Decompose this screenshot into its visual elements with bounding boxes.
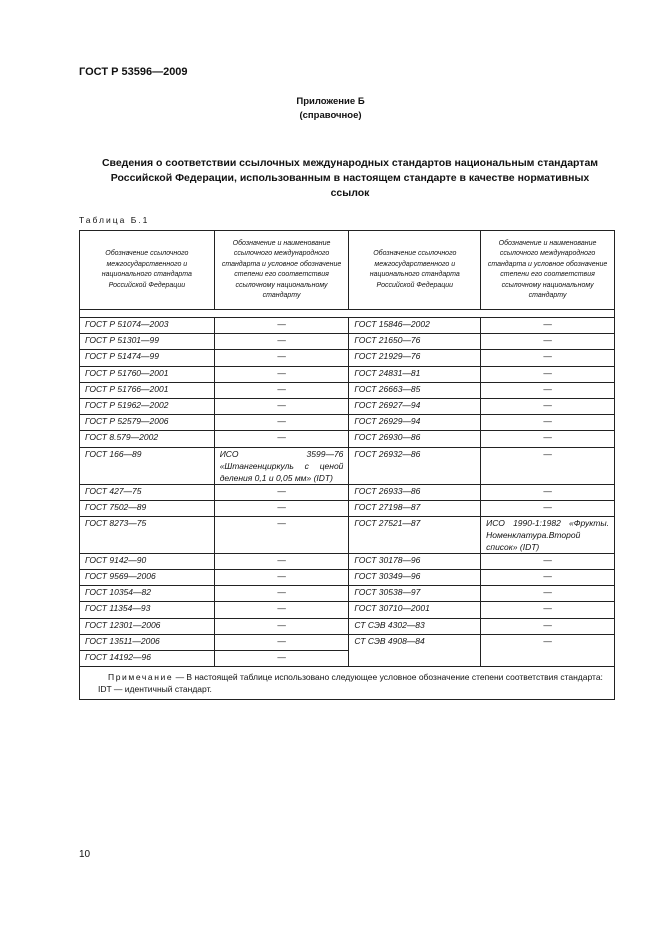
cell-international-standard: — xyxy=(214,516,349,553)
cell-national-standard: ГОСТ 30349—96 xyxy=(349,570,481,586)
cell-national-standard: СТ СЭВ 4302—83 xyxy=(349,618,481,634)
table-row xyxy=(80,602,615,618)
cell-international-standard: — xyxy=(481,618,615,634)
table-row xyxy=(80,516,615,553)
cell-international-standard: — xyxy=(481,366,615,382)
table-row xyxy=(80,586,615,602)
annex-heading xyxy=(0,95,661,123)
cell-international-standard: — xyxy=(481,415,615,431)
cell-national-standard: ГОСТ 26930—86 xyxy=(349,431,481,447)
note-idt: IDT — идентичный стандарт. xyxy=(98,684,212,695)
cell-international-standard: — xyxy=(214,431,349,447)
cell-international-standard: — xyxy=(214,602,349,618)
cell-national-standard: ГОСТ 15846—2002 xyxy=(349,318,481,334)
cell-national-standard: ГОСТ 10354—82 xyxy=(80,586,215,602)
cell-national-standard: ГОСТ 21929—76 xyxy=(349,350,481,366)
cell-national-standard: ГОСТ 166—89 xyxy=(80,447,215,484)
cell-international-standard: — xyxy=(214,334,349,350)
cell-international-standard: — xyxy=(214,618,349,634)
header-international-standard-1: Обозначение и наименование ссылочного международного стандарта и условное обозначение степени его соответствия ссылочному национальному стандарту xyxy=(214,231,349,310)
cell-international-standard: — xyxy=(481,350,615,366)
cell-national-standard: ГОСТ 30178—96 xyxy=(349,553,481,569)
table-row xyxy=(80,553,615,569)
table-row xyxy=(80,500,615,516)
section-title xyxy=(80,156,620,201)
cell-national-standard: ГОСТ 427—75 xyxy=(80,484,215,500)
cell-national-standard: ГОСТ Р 51962—2002 xyxy=(80,398,215,414)
cell-international-standard: ИСО 1990-1:1982 «Фрукты. Номенклатура.Второй список» (IDT) xyxy=(481,516,615,553)
cell-international-standard: — xyxy=(481,634,615,666)
cell-international-standard: — xyxy=(481,586,615,602)
cell-national-standard: ГОСТ 11354—93 xyxy=(80,602,215,618)
cell-international-standard: ИСО 3599—76 «Штангенциркуль с ценой деления 0,1 и 0,05 мм» (IDT) xyxy=(214,447,349,484)
cell-international-standard: — xyxy=(214,318,349,334)
cell-national-standard: ГОСТ 14192—96 xyxy=(80,651,215,667)
cell-national-standard: ГОСТ 8.579—2002 xyxy=(80,431,215,447)
table-row xyxy=(80,318,615,334)
cell-international-standard: — xyxy=(214,586,349,602)
note-text: — В настоящей таблице использовано следующее условное обозначение степени соответствия стандарта: xyxy=(173,672,603,683)
page-number: 10 xyxy=(79,849,91,860)
cell-national-standard: ГОСТ 9569—2006 xyxy=(80,570,215,586)
table-row xyxy=(80,334,615,350)
cell-international-standard: — xyxy=(481,318,615,334)
title-line-2: Российской Федерации, использованным в настоящем стандарте в качестве нормативных xyxy=(110,172,590,184)
cell-international-standard: — xyxy=(481,447,615,484)
header-spacer-row xyxy=(80,310,615,318)
table-note-row xyxy=(80,667,615,700)
cell-national-standard: СТ СЭВ 4908—84 xyxy=(349,634,481,666)
table-row xyxy=(80,431,615,447)
table-row xyxy=(80,447,615,484)
cell-national-standard: ГОСТ 26663—85 xyxy=(349,382,481,398)
cell-national-standard: ГОСТ 24831—81 xyxy=(349,366,481,382)
cell-national-standard: ГОСТ Р 51474—99 xyxy=(80,350,215,366)
note-label: Примечание xyxy=(108,672,174,683)
standards-table xyxy=(79,230,615,700)
cell-national-standard: ГОСТ 27521—87 xyxy=(349,516,481,553)
cell-national-standard: ГОСТ 30538—97 xyxy=(349,586,481,602)
table-row xyxy=(80,350,615,366)
cell-international-standard: — xyxy=(481,602,615,618)
spacer-cell xyxy=(80,310,615,318)
table-row xyxy=(80,398,615,414)
cell-national-standard: ГОСТ 30710—2001 xyxy=(349,602,481,618)
table-row xyxy=(80,570,615,586)
document-header: ГОСТ Р 53596—2009 xyxy=(79,66,188,78)
cell-international-standard: — xyxy=(481,334,615,350)
table-row xyxy=(80,382,615,398)
header-international-standard-2: Обозначение и наименование ссылочного международного стандарта и условное обозначение степени его соответствия ссылочному национальному стандарту xyxy=(481,231,615,310)
cell-national-standard: ГОСТ 26927—94 xyxy=(349,398,481,414)
cell-international-standard: — xyxy=(214,398,349,414)
cell-international-standard: — xyxy=(214,570,349,586)
cell-international-standard: — xyxy=(214,382,349,398)
table-row xyxy=(80,366,615,382)
cell-national-standard: ГОСТ 13511—2006 xyxy=(80,634,215,650)
cell-international-standard: — xyxy=(214,350,349,366)
cell-international-standard: — xyxy=(481,484,615,500)
table-row xyxy=(80,634,615,650)
cell-national-standard: ГОСТ 12301—2006 xyxy=(80,618,215,634)
cell-international-standard: — xyxy=(481,500,615,516)
cell-national-standard: ГОСТ Р 51766—2001 xyxy=(80,382,215,398)
cell-national-standard: ГОСТ Р 51760—2001 xyxy=(80,366,215,382)
cell-national-standard: ГОСТ Р 51074—2003 xyxy=(80,318,215,334)
cell-international-standard: — xyxy=(481,382,615,398)
annex-type: (справочное) xyxy=(299,110,362,121)
cell-international-standard: — xyxy=(214,634,349,650)
title-line-1: Сведения о соответствии ссылочных международных стандартов национальным стандартам xyxy=(101,157,599,169)
cell-international-standard: — xyxy=(481,431,615,447)
cell-international-standard: — xyxy=(214,553,349,569)
cell-international-standard: — xyxy=(481,570,615,586)
annex-title: Приложение Б xyxy=(296,96,365,107)
table-header-row xyxy=(80,231,615,310)
header-national-standard-1: Обозначение ссылочного межгосударственного и национального стандарта Российской Федерации xyxy=(80,231,215,310)
header-national-standard-2: Обозначение ссылочного межгосударственного и национального стандарта Российской Федерации xyxy=(349,231,481,310)
cell-national-standard: ГОСТ Р 51301—99 xyxy=(80,334,215,350)
cell-international-standard: — xyxy=(214,415,349,431)
cell-national-standard: ГОСТ 21650—76 xyxy=(349,334,481,350)
cell-national-standard: ГОСТ 26932—86 xyxy=(349,447,481,484)
cell-international-standard: — xyxy=(214,500,349,516)
cell-national-standard: ГОСТ 9142—90 xyxy=(80,553,215,569)
title-line-3: ссылок xyxy=(330,187,370,199)
cell-national-standard: ГОСТ Р 52579—2006 xyxy=(80,415,215,431)
cell-international-standard: — xyxy=(214,366,349,382)
cell-national-standard: ГОСТ 27198—87 xyxy=(349,500,481,516)
table-note xyxy=(80,667,615,700)
table-row xyxy=(80,618,615,634)
cell-international-standard: — xyxy=(481,398,615,414)
cell-national-standard: ГОСТ 26933—86 xyxy=(349,484,481,500)
cell-international-standard: — xyxy=(214,651,349,667)
table-label: Таблица Б.1 xyxy=(79,215,150,225)
cell-international-standard: — xyxy=(214,484,349,500)
table-row xyxy=(80,484,615,500)
cell-international-standard: — xyxy=(481,553,615,569)
cell-national-standard: ГОСТ 26929—94 xyxy=(349,415,481,431)
table-row xyxy=(80,415,615,431)
cell-national-standard: ГОСТ 7502—89 xyxy=(80,500,215,516)
note-paragraph xyxy=(88,671,606,683)
cell-national-standard: ГОСТ 8273—75 xyxy=(80,516,215,553)
